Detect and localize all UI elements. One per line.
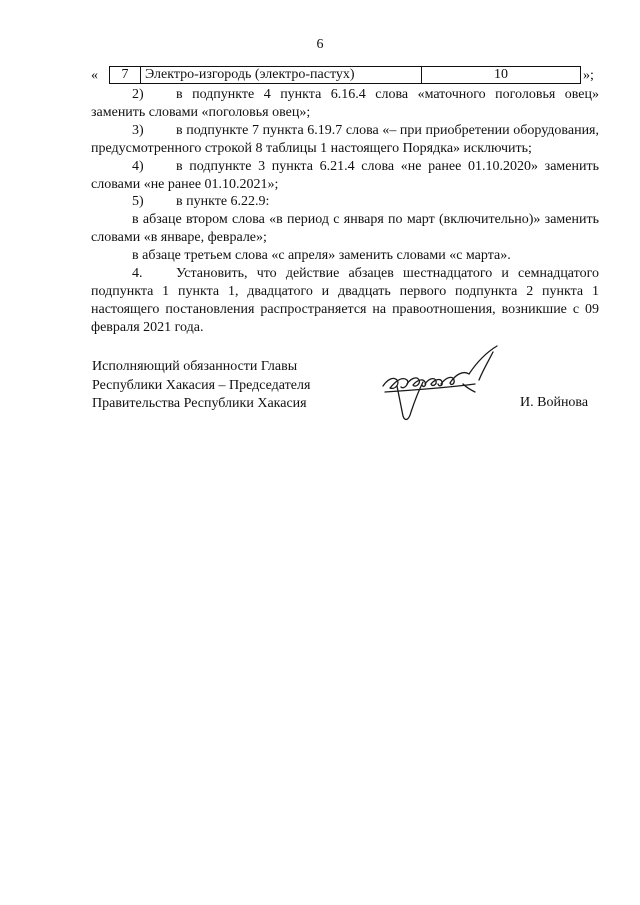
paragraph-third-abzats: в абзаце третьем слова «с апреля» заменить словами «с марта». [132, 248, 511, 264]
signatory-name: И. Войнова [520, 395, 589, 410]
signatory-title-line-3: Правительства Республики Хакасия [92, 396, 307, 411]
table-cell-value: 10 [494, 67, 508, 82]
paragraph-item-4 [91, 158, 599, 194]
signatory-title-line-1: Исполняющий обязанности Главы [92, 359, 298, 374]
paragraph-item-5 [91, 193, 599, 211]
item-number: 4. [132, 266, 143, 282]
paragraph-text: в подпункте 3 пункта 6.21.4 слова «не ранее 01.10.2020» заменить словами «не ранее 01.10.2021»; [91, 158, 599, 192]
item-number: 3) [132, 122, 144, 138]
paragraph-item-2 [91, 86, 599, 122]
signatory-title-line-2: Республики Хакасия – Председателя [92, 377, 311, 393]
opening-quote: « [91, 68, 98, 83]
item-number: 4) [132, 158, 144, 174]
paragraph-text: в подпункте 4 пункта 6.16.4 слова «маточного поголовья овец» заменить словами «поголовья овец»; [91, 87, 599, 120]
item-number: 2) [132, 87, 144, 102]
item-number: 5) [132, 194, 144, 210]
paragraph-item-3 [91, 122, 599, 158]
paragraph-point-4 [91, 265, 599, 337]
paragraph-text: Установить, что действие абзацев шестнадцатого и семнадцатого подпункта 1 пункта 1, двадцатого и двадцать первого подпункта 2 пункта 1 настоящего постановления распространяется на правоотношения, возникшие с 09 февраля 2021 года. [91, 266, 599, 335]
document-body [91, 86, 599, 337]
closing-quote: »; [583, 68, 594, 83]
table-cell-name: Электро-изгородь (электро-пастух) [141, 67, 422, 83]
table-row [109, 66, 581, 84]
table-row-fragment [91, 65, 601, 87]
handwritten-signature [375, 340, 520, 430]
table-cell-number: 7 [110, 67, 141, 83]
page-number: 6 [316, 37, 324, 52]
paragraph-text: в подпункте 7 пункта 6.19.7 слова «– при приобретении оборудования, предусмотренного строкой 8 таблицы 1 настоящего Порядка» исключить; [91, 122, 599, 156]
signatory-title [92, 358, 310, 414]
paragraph-second-abzats: в абзаце втором слова «в период с января по март (включительно)» заменить словами «в январе, феврале»; [91, 212, 599, 246]
paragraph-text: в пункте 6.22.9: [176, 194, 270, 210]
